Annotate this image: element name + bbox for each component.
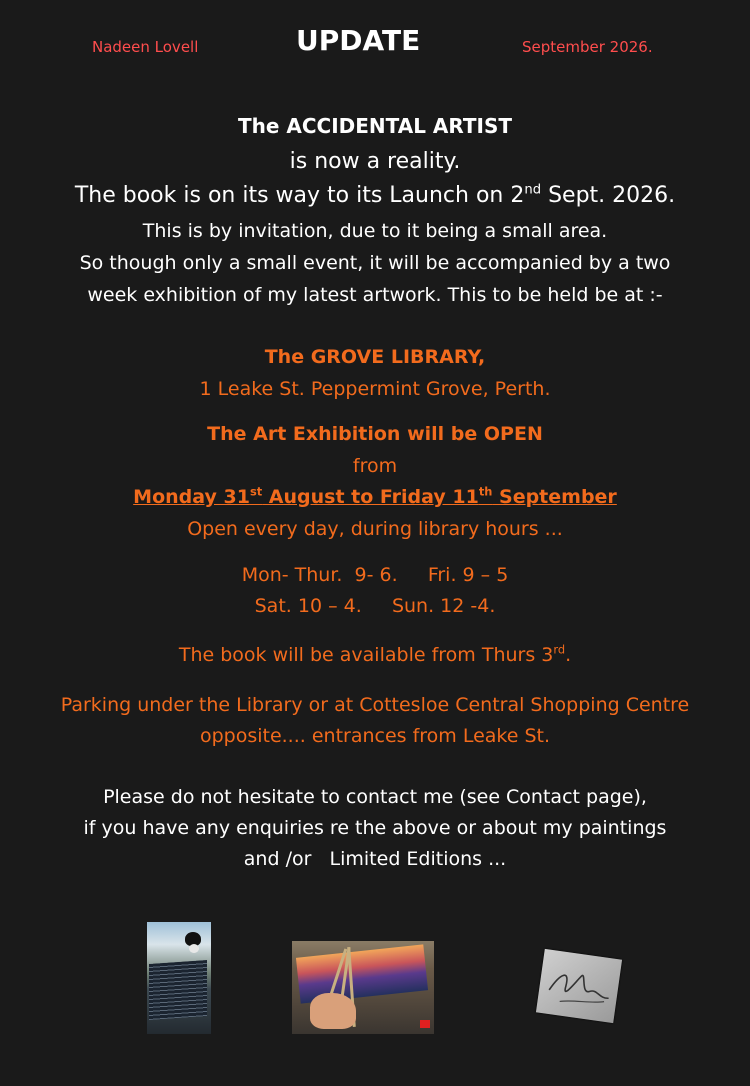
red-corner-mark: [420, 1020, 430, 1028]
contact-line-1: Please do not hesitate to contact me (see Contact page),: [103, 786, 647, 808]
availability-text: The book will be available from Thurs 3: [178, 644, 554, 666]
signature-icon: [536, 949, 622, 1023]
launch-text: The book is on its way to its Launch on 2: [74, 183, 525, 208]
page-title: UPDATE: [296, 24, 421, 57]
hours-weekend: Sat. 10 – 4. Sun. 12 -4.: [254, 595, 496, 617]
availability-ordinal: rd: [553, 642, 566, 657]
intro-line-invitation: This is by invitation, due to it being a small area.: [142, 220, 608, 242]
intro-line-exhibition: week exhibition of my latest artwork. This to be held be at :-: [87, 284, 663, 306]
availability-end: .: [565, 644, 572, 666]
parking-line-2: opposite.... entrances from Leake St.: [199, 725, 551, 747]
exhibition-from: from: [352, 455, 398, 477]
venue-address: 1 Leake St. Peppermint Grove, Perth.: [199, 378, 551, 400]
author-name: Nadeen Lovell: [92, 38, 199, 56]
hours-weekday: Mon- Thur. 9- 6. Fri. 9 – 5: [241, 564, 509, 586]
book-availability: [0, 644, 750, 666]
contact-line-3: and /or Limited Editions ...: [243, 848, 507, 870]
parking-line-1: Parking under the Library or at Cottesloe Central Shopping Centre: [60, 694, 690, 716]
launch-date: Sept. 2026.: [541, 183, 676, 208]
intro-line-event: So though only a small event, it will be accompanied by a two: [79, 252, 671, 274]
exhibition-open-note: Open every day, during library hours ...: [187, 518, 563, 540]
sunset-canvas: [296, 944, 428, 1003]
magpie-chest: [189, 944, 199, 953]
contact-line-2: if you have any enquiries re the above or about my paintings: [83, 817, 667, 839]
painting-in-progress-photo: [292, 941, 434, 1034]
exhibition-dates: [0, 486, 750, 508]
update-date: September 2026.: [522, 38, 653, 56]
intro-line-reality: is now a reality.: [289, 149, 461, 174]
intro-line-launch: [0, 183, 750, 208]
dates-start-ordinal: st: [249, 484, 263, 499]
launch-ordinal: nd: [524, 182, 542, 198]
bird-on-laptop-photo: [147, 922, 211, 1034]
dates-start: Monday 31: [133, 486, 250, 508]
dates-end-ordinal: th: [478, 484, 493, 499]
signature-card-image: [536, 949, 622, 1023]
laptop-screen: [149, 960, 207, 1020]
dates-end: September: [492, 486, 617, 508]
book-title: The ACCIDENTAL ARTIST: [237, 114, 513, 138]
exhibition-heading: The Art Exhibition will be OPEN: [207, 423, 543, 445]
artist-hand: [310, 993, 356, 1029]
venue-name: The GROVE LIBRARY,: [264, 346, 486, 368]
dates-middle: August to Friday 11: [262, 486, 479, 508]
